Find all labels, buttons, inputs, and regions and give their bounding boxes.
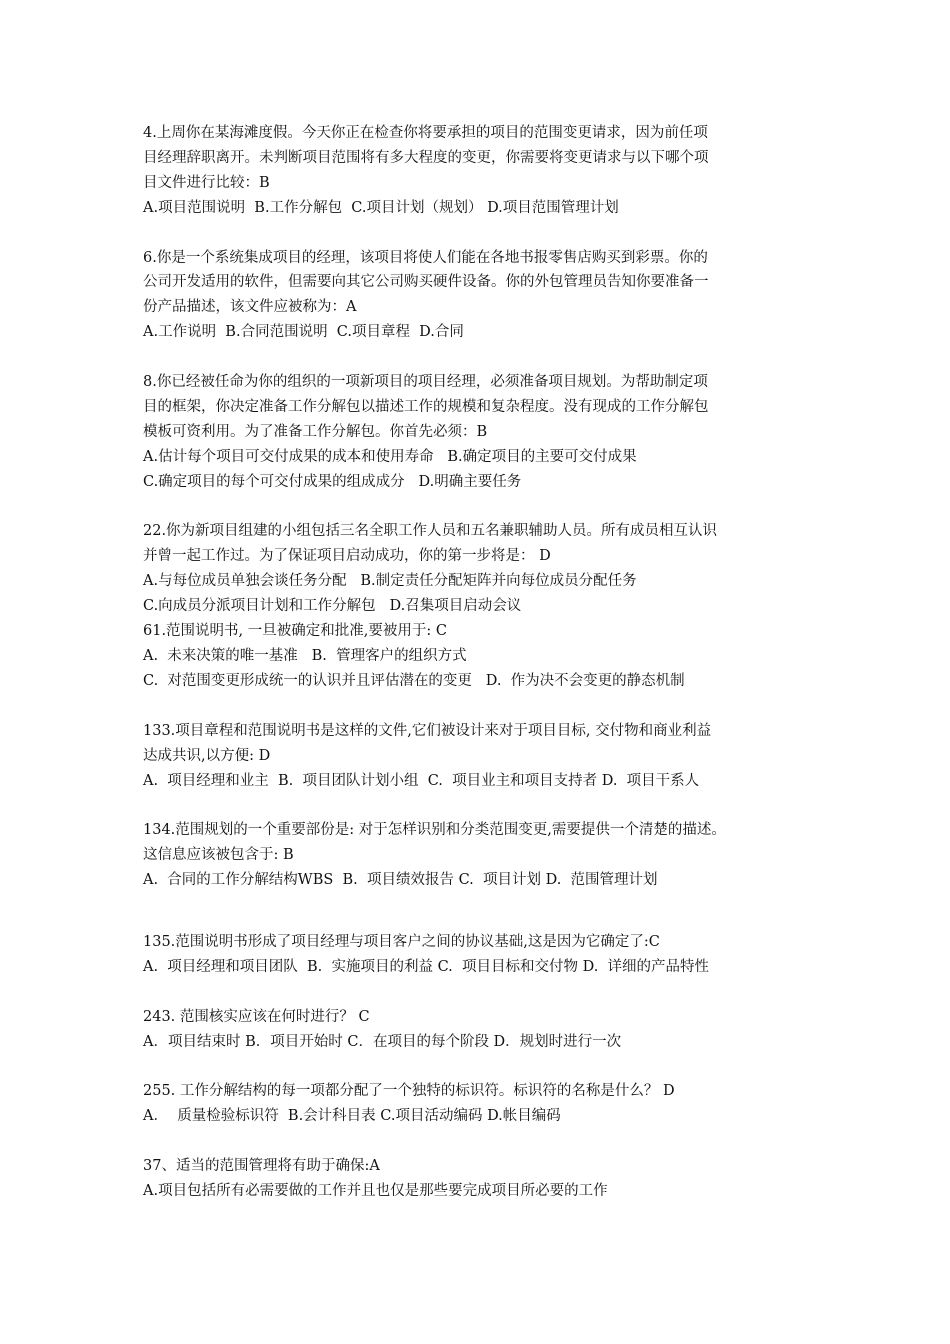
spacer: [143, 345, 833, 370]
answer-options: A.估计每个项目可交付成果的成本和使用寿命 B.确定项目的主要可交付成果: [143, 448, 637, 465]
question-line: 目文件进行比较：B: [143, 174, 270, 191]
spacer: [143, 221, 833, 246]
question-135: [143, 930, 833, 980]
answer-options: C. 对范围变更形成统一的认识并且评估潜在的变更 D. 作为决不会变更的静态机制: [143, 672, 685, 689]
question-line: 份产品描述，该文件应被称为：A: [143, 299, 357, 316]
question-line: 22.你为新项目组建的小组包括三名全职工作人员和五名兼职辅助人员。所有成员相互认识: [143, 523, 718, 540]
question-22: [143, 519, 833, 619]
answer-options: A． 质量检验标识符 B.会计科目表 C.项目活动编码 D.帐目编码: [143, 1108, 561, 1125]
question-line: 255. 工作分解结构的每一项都分配了一个独特的标识符。标识符的名称是什么？ D: [143, 1083, 675, 1100]
answer-options: A. 合同的工作分解结构WBS B. 项目绩效报告 C. 项目计划 D. 范围管理计划: [143, 872, 658, 889]
question-line: 135.范围说明书形成了项目经理与项目客户之间的协议基础,这是因为它确定了:C: [143, 934, 660, 951]
question-243: [143, 1005, 833, 1055]
question-4: [143, 121, 833, 221]
question-8: [143, 370, 833, 495]
answer-options: C.确定项目的每个可交付成果的组成成分 D.明确主要任务: [143, 473, 522, 490]
question-37: [143, 1154, 833, 1204]
question-line: 达成共识,以方便: D: [143, 747, 271, 764]
answer-options: A. 项目经理和项目团队 B. 实施项目的利益 C. 项目目标和交付物 D. 详细的产品特性: [143, 958, 710, 975]
question-line: 37、适当的范围管理将有助于确保:A: [143, 1158, 380, 1175]
question-line: 134.范围规划的一个重要部份是: 对于怎样识别和分类范围变更,需要提供一个清楚的描述。: [143, 822, 726, 839]
question-list: [143, 121, 833, 1204]
spacer: [143, 793, 833, 818]
spacer: [143, 495, 833, 520]
question-line: 4.上周你在某海滩度假。今天你正在检查你将要承担的项目的范围变更请求，因为前任项: [143, 125, 708, 141]
spacer: [143, 1055, 833, 1080]
question-line: 8.你已经被任命为你的组织的一项新项目的项目经理，必须准备项目规划。为帮助制定项: [143, 374, 708, 391]
question-line: 目经理辞职离开。未判断项目范围将有多大程度的变更，你需要将变更请求与以下哪个项: [143, 149, 709, 166]
question-255: [143, 1079, 833, 1129]
spacer: [143, 980, 833, 1005]
question-line: 6.你是一个系统集成项目的经理，该项目将使人们能在各地书报零售店购买到彩票。你的: [143, 249, 708, 266]
question-line: 133.项目章程和范围说明书是这样的文件,它们被设计来对于项目目标, 交付物和商业利益: [143, 722, 712, 739]
answer-options: A.项目范围说明 B.工作分解包 C.项目计划（规划） D.项目范围管理计划: [143, 199, 619, 216]
question-6: [143, 246, 833, 346]
question-line: 243. 范围核实应该在何时进行？ C: [143, 1008, 370, 1025]
answer-options: C.向成员分派项目计划和工作分解包 D.召集项目启动会议: [143, 598, 522, 615]
answer-options: A．项目结束时 B．项目开始时 C．在项目的每个阶段 D．规划时进行一次: [143, 1033, 622, 1050]
question-line: 这信息应该被包含于: B: [143, 847, 294, 864]
spacer: [143, 1129, 833, 1154]
question-line: 模板可资利用。为了准备工作分解包。你首先必须：B: [143, 423, 488, 440]
question-line: 目的框架，你决定准备工作分解包以描述工作的规模和复杂程度。没有现成的工作分解包: [143, 398, 709, 415]
answer-options: A.工作说明 B.合同范围说明 C.项目章程 D.合同: [143, 324, 464, 341]
question-61: [143, 619, 833, 694]
answer-options: A. 项目经理和业主 B. 项目团队计划小组 C. 项目业主和项目支持者 D. 项目干系人: [143, 772, 700, 789]
question-line: 61.范围说明书, 一旦被确定和批准,要被用于: C: [143, 623, 447, 640]
question-line: 并曾一起工作过。为了保证项目启动成功，你的第一步将是： D: [143, 548, 551, 565]
question-133: [143, 719, 833, 794]
answer-options: A.项目包括所有必需要做的工作并且也仅是那些要完成项目所必要的工作: [143, 1183, 608, 1200]
answer-options: A.与每位成员单独会谈任务分配 B.制定责任分配矩阵并向每位成员分配任务: [143, 573, 637, 590]
spacer: [143, 893, 833, 930]
spacer: [143, 694, 833, 719]
question-134: [143, 818, 833, 893]
answer-options: A. 未来决策的唯一基准 B. 管理客户的组织方式: [143, 647, 467, 664]
question-line: 公司开发适用的软件，但需要向其它公司购买硬件设备。你的外包管理员告知你要准备一: [143, 274, 709, 291]
